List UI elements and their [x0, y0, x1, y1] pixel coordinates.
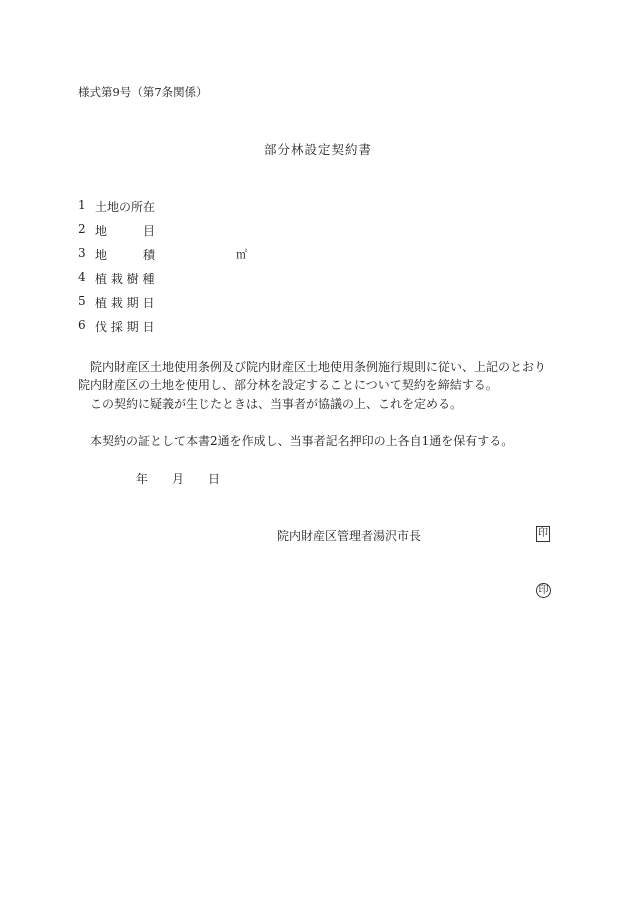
item-label: 伐 採 期 日: [95, 320, 155, 334]
list-item: [0, 294, 630, 310]
agreement-paragraph: 院内財産区土地使用条例及び院内財産区土地使用条例施行規則に従い、上記のとおり院内財産区の土地を使用し、部分林を設定することについて契約を締結する。: [78, 360, 547, 392]
item-label: 地 目: [95, 224, 156, 238]
list-item: [0, 318, 630, 334]
seal-square-icon: 印: [536, 526, 550, 542]
item-number: 4: [78, 270, 86, 284]
dispute-paragraph: この契約に疑義が生じたときは、当事者が協議の上、これを定める。: [90, 397, 463, 411]
item-label: 植 栽 樹 種: [95, 272, 155, 286]
date-year-label: 年: [136, 472, 149, 486]
date-day-label: 日: [208, 472, 221, 486]
item-label: 地 積: [95, 248, 156, 262]
item-number: 5: [78, 294, 86, 308]
item-number: 2: [78, 222, 86, 236]
item-number: 3: [78, 246, 86, 260]
signer-name: 院内財産区管理者湯沢市長: [277, 529, 422, 543]
area-unit: ㎡: [236, 248, 247, 261]
item-label: 土地の所在: [95, 200, 156, 214]
form-number: 様式第9号（第7条関係）: [78, 85, 208, 99]
list-item: [0, 222, 630, 238]
item-label: 植 栽 期 日: [95, 296, 155, 310]
document-title: 部分林設定契約書: [264, 142, 373, 157]
list-item: [0, 246, 630, 262]
copies-paragraph: 本契約の証として本書2通を作成し、当事者記名押印の上各自1通を保有する。: [90, 434, 514, 448]
date-month-label: 月: [172, 472, 185, 486]
item-number: 6: [78, 318, 86, 332]
seal-round-icon: 印: [536, 583, 551, 598]
item-number: 1: [78, 198, 86, 212]
list-item: [0, 198, 630, 214]
list-item: [0, 270, 630, 286]
